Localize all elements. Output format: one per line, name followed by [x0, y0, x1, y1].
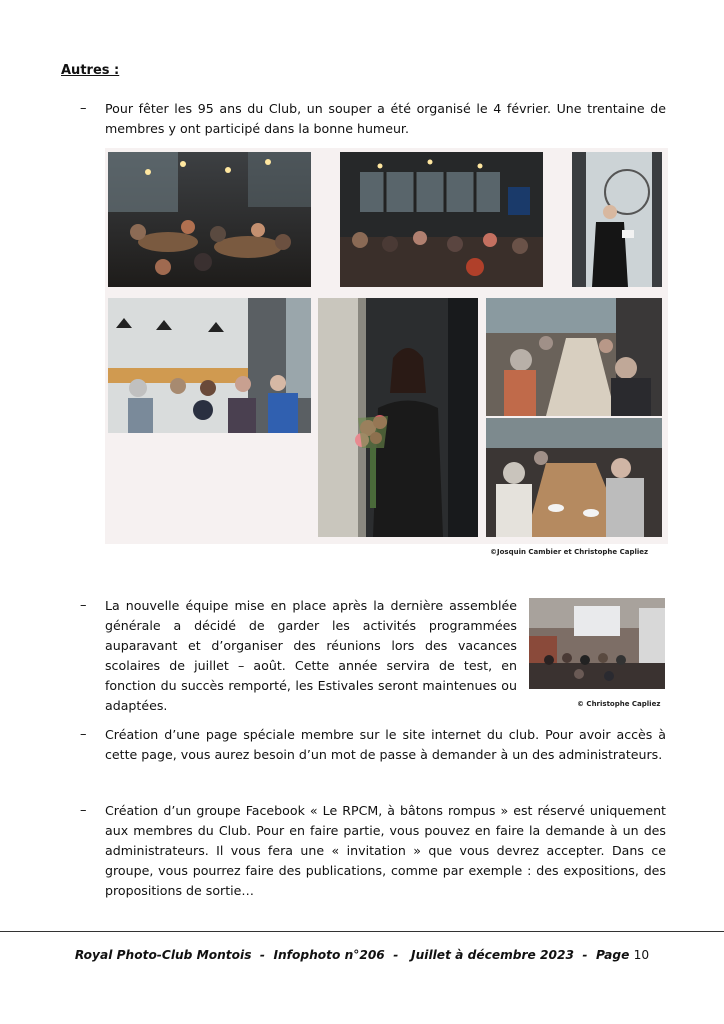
photo-credit-meeting: © Christophe Capliez: [577, 700, 661, 708]
photo-woman-with-flowers: [318, 298, 478, 537]
list-item-text: Pour fêter les 95 ans du Club, un souper a été organisé le 4 février. Une trentaine de membres y ont participé dans la bonne humeur.: [105, 101, 666, 136]
list-dash: –: [80, 727, 87, 742]
photo-meeting-room: [529, 598, 665, 689]
section-heading: Autres :: [61, 63, 120, 78]
footer-divider: [0, 931, 724, 932]
photo-restaurant-overview: [108, 152, 311, 287]
list-dash: –: [80, 598, 87, 613]
list-dash: –: [80, 803, 87, 818]
footer-text: Royal Photo-Club Montois - Infophoto n°206 - Juillet à décembre 2023 - Page: [74, 948, 630, 962]
page-number: 10: [633, 948, 650, 962]
list-dash: –: [80, 101, 87, 116]
list-item-text: Création d’un groupe Facebook « Le RPCM, à bâtons rompus » est réservé uniquement aux membres du Club. Pour en faire partie, vous pouvez en faire la demande à un des administrateurs. Il vous fera une « invitation » que vous devrez accepter. Dans ce groupe, vous pourrez faire des publications, comme par exemple : des expositions, des propositions de sortie…: [105, 803, 666, 898]
photo-long-table: [486, 298, 662, 416]
photo-table-diners: [486, 418, 662, 537]
photo-dining-room: [340, 152, 543, 287]
list-item-text: Création d’une page spéciale membre sur le site internet du club. Pour avoir accès à cette page, vous aurez besoin d’un mot de passe à demander à un des administrateurs.: [105, 727, 666, 762]
page-footer: [0, 948, 724, 962]
photo-table-group: [108, 298, 311, 433]
photo-credit-collage: ©Josquin Cambier et Christophe Capliez: [490, 548, 649, 556]
photo-speaker: [572, 152, 662, 287]
list-item-text: La nouvelle équipe mise en place après la dernière assemblée générale a décidé de garder les activités programmées auparavant et d’organiser des réunions lors des vacances scolaires de juillet – août. Cette année servira de test, en fonction du succès remporté, les Estivales seront maintenues ou adaptées.: [105, 598, 517, 713]
